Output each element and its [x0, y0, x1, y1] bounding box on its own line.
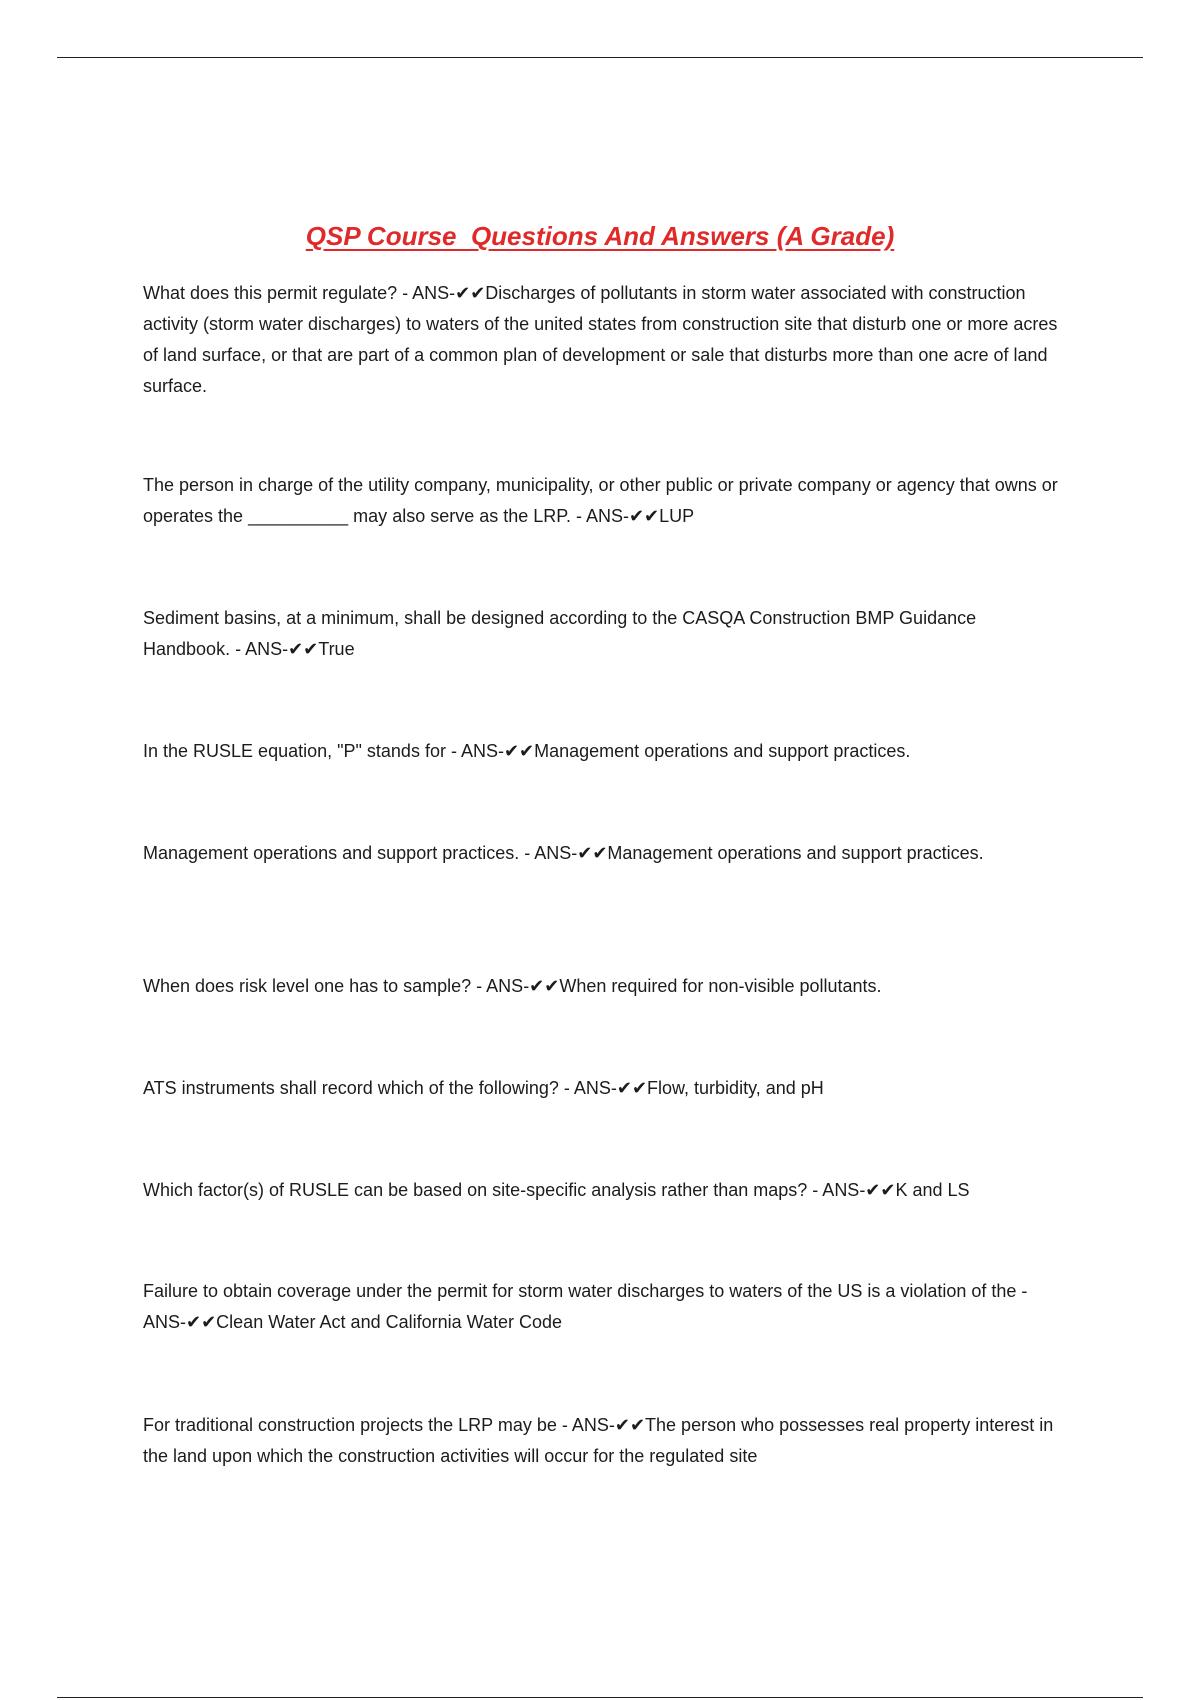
qa-item-4: In the RUSLE equation, "P" stands for - ANS-✔✔Management operations and support practices.: [143, 741, 911, 761]
qa-item-8: Which factor(s) of RUSLE can be based on site-specific analysis rather than maps? - ANS-✔✔K and LS: [143, 1180, 970, 1200]
qa-item-1: What does this permit regulate? - ANS-✔✔Discharges of pollutants in storm water associated with construction activity (storm water discharges) to waters of the united states from construction site that disturb one or more acres of land surface, or that are part of a common plan of development or sale that disturbs more than one acre of land surface.: [143, 283, 1058, 396]
qa-item-10: For traditional construction projects the LRP may be - ANS-✔✔The person who possesses real property interest in the land upon which the construction activities will occur for the regulated site: [143, 1415, 1054, 1466]
qa-item-3: Sediment basins, at a minimum, shall be designed according to the CASQA Construction BMP Guidance Handbook. - ANS-✔✔True: [143, 608, 977, 659]
qa-item-2: The person in charge of the utility company, municipality, or other public or private company or agency that owns or operates the __________ may also serve as the LRP. - ANS-✔✔LUP: [143, 475, 1058, 526]
qa-item-7: ATS instruments shall record which of the following? - ANS-✔✔Flow, turbidity, and pH: [143, 1078, 824, 1098]
qa-item-5: Management operations and support practices. - ANS-✔✔Management operations and support practices.: [143, 843, 984, 863]
top-rule: [57, 57, 1143, 58]
qa-item-9: Failure to obtain coverage under the permit for storm water discharges to waters of the US is a violation of the - ANS-✔✔Clean Water Act and California Water Code: [143, 1281, 1028, 1332]
qa-item-6: When does risk level one has to sample? - ANS-✔✔When required for non-visible pollutants.: [143, 976, 882, 996]
bottom-rule: [57, 1697, 1143, 1698]
document-title: QSP Course Questions And Answers (A Grade): [305, 221, 895, 251]
